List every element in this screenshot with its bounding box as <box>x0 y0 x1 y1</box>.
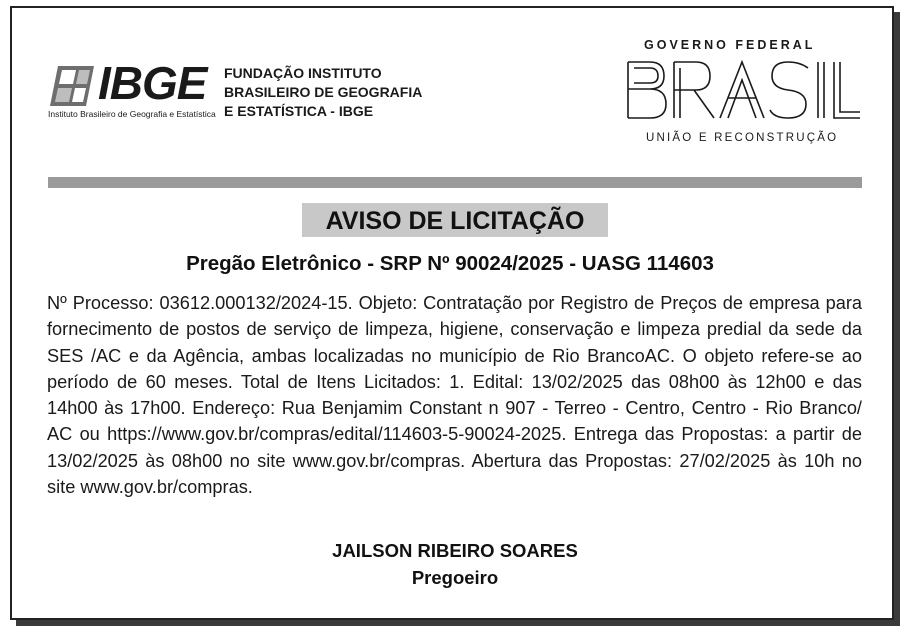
governo-federal-logo <box>622 38 864 150</box>
signatory-role: Pregoeiro <box>411 567 499 588</box>
signatory-name: JAILSON RIBEIRO SOARES <box>332 540 578 561</box>
ibge-name-line: E ESTATÍSTICA - IBGE <box>224 103 374 119</box>
notice-title: AVISO DE LICITAÇÃO <box>302 203 608 237</box>
ibge-name-line: BRASILEIRO DE GEOGRAFIA <box>224 84 423 100</box>
ibge-tagline: Instituto Brasileiro de Geografia e Estatística <box>48 109 216 119</box>
ibge-name-line: FUNDAÇÃO INSTITUTO <box>224 65 382 81</box>
notice-subtitle: Pregão Eletrônico - SRP Nº 90024/2025 - UASG 114603 <box>186 252 714 275</box>
header-divider <box>48 177 862 188</box>
ibge-logo <box>48 57 220 122</box>
ibge-wordmark: IBGE <box>98 57 207 109</box>
gov-top-text: GOVERNO FEDERAL <box>644 38 816 52</box>
ibge-full-name <box>224 64 422 121</box>
ibge-emblem-icon <box>48 64 96 108</box>
notice-body: Nº Processo: 03612.000132/2024-15. Objeto: Contratação por Registro de Preços de empresa para fornecimento de postos de serviço de limpeza, higiene, conservação e limpeza predial da sede da SES /AC e da Agência, ambas localizadas no município de Rio BrancoAC. O objeto refere-se ao período de 60 meses. Total de Itens Licitados: 1. Edital: 13/02/2025 das 08h00 às 12h00 e das 14h00 às 17h00. Endereço: Rua Benjamim Constant n 907 - Terreo - Centro, Centro - Rio Branco/ AC ou https://www.gov.br/compras/edital/114603-5-90024-2025. Entrega das Propostas: a partir de 13/02/2025 às 08h00 no site www.gov.br/compras. Abertura das Propostas: 27/02/2025 às 10h no site www.gov.br/compras. <box>47 293 862 498</box>
brasil-wordmark <box>624 60 862 120</box>
gov-bottom-text: UNIÃO E RECONSTRUÇÃO <box>646 132 839 144</box>
